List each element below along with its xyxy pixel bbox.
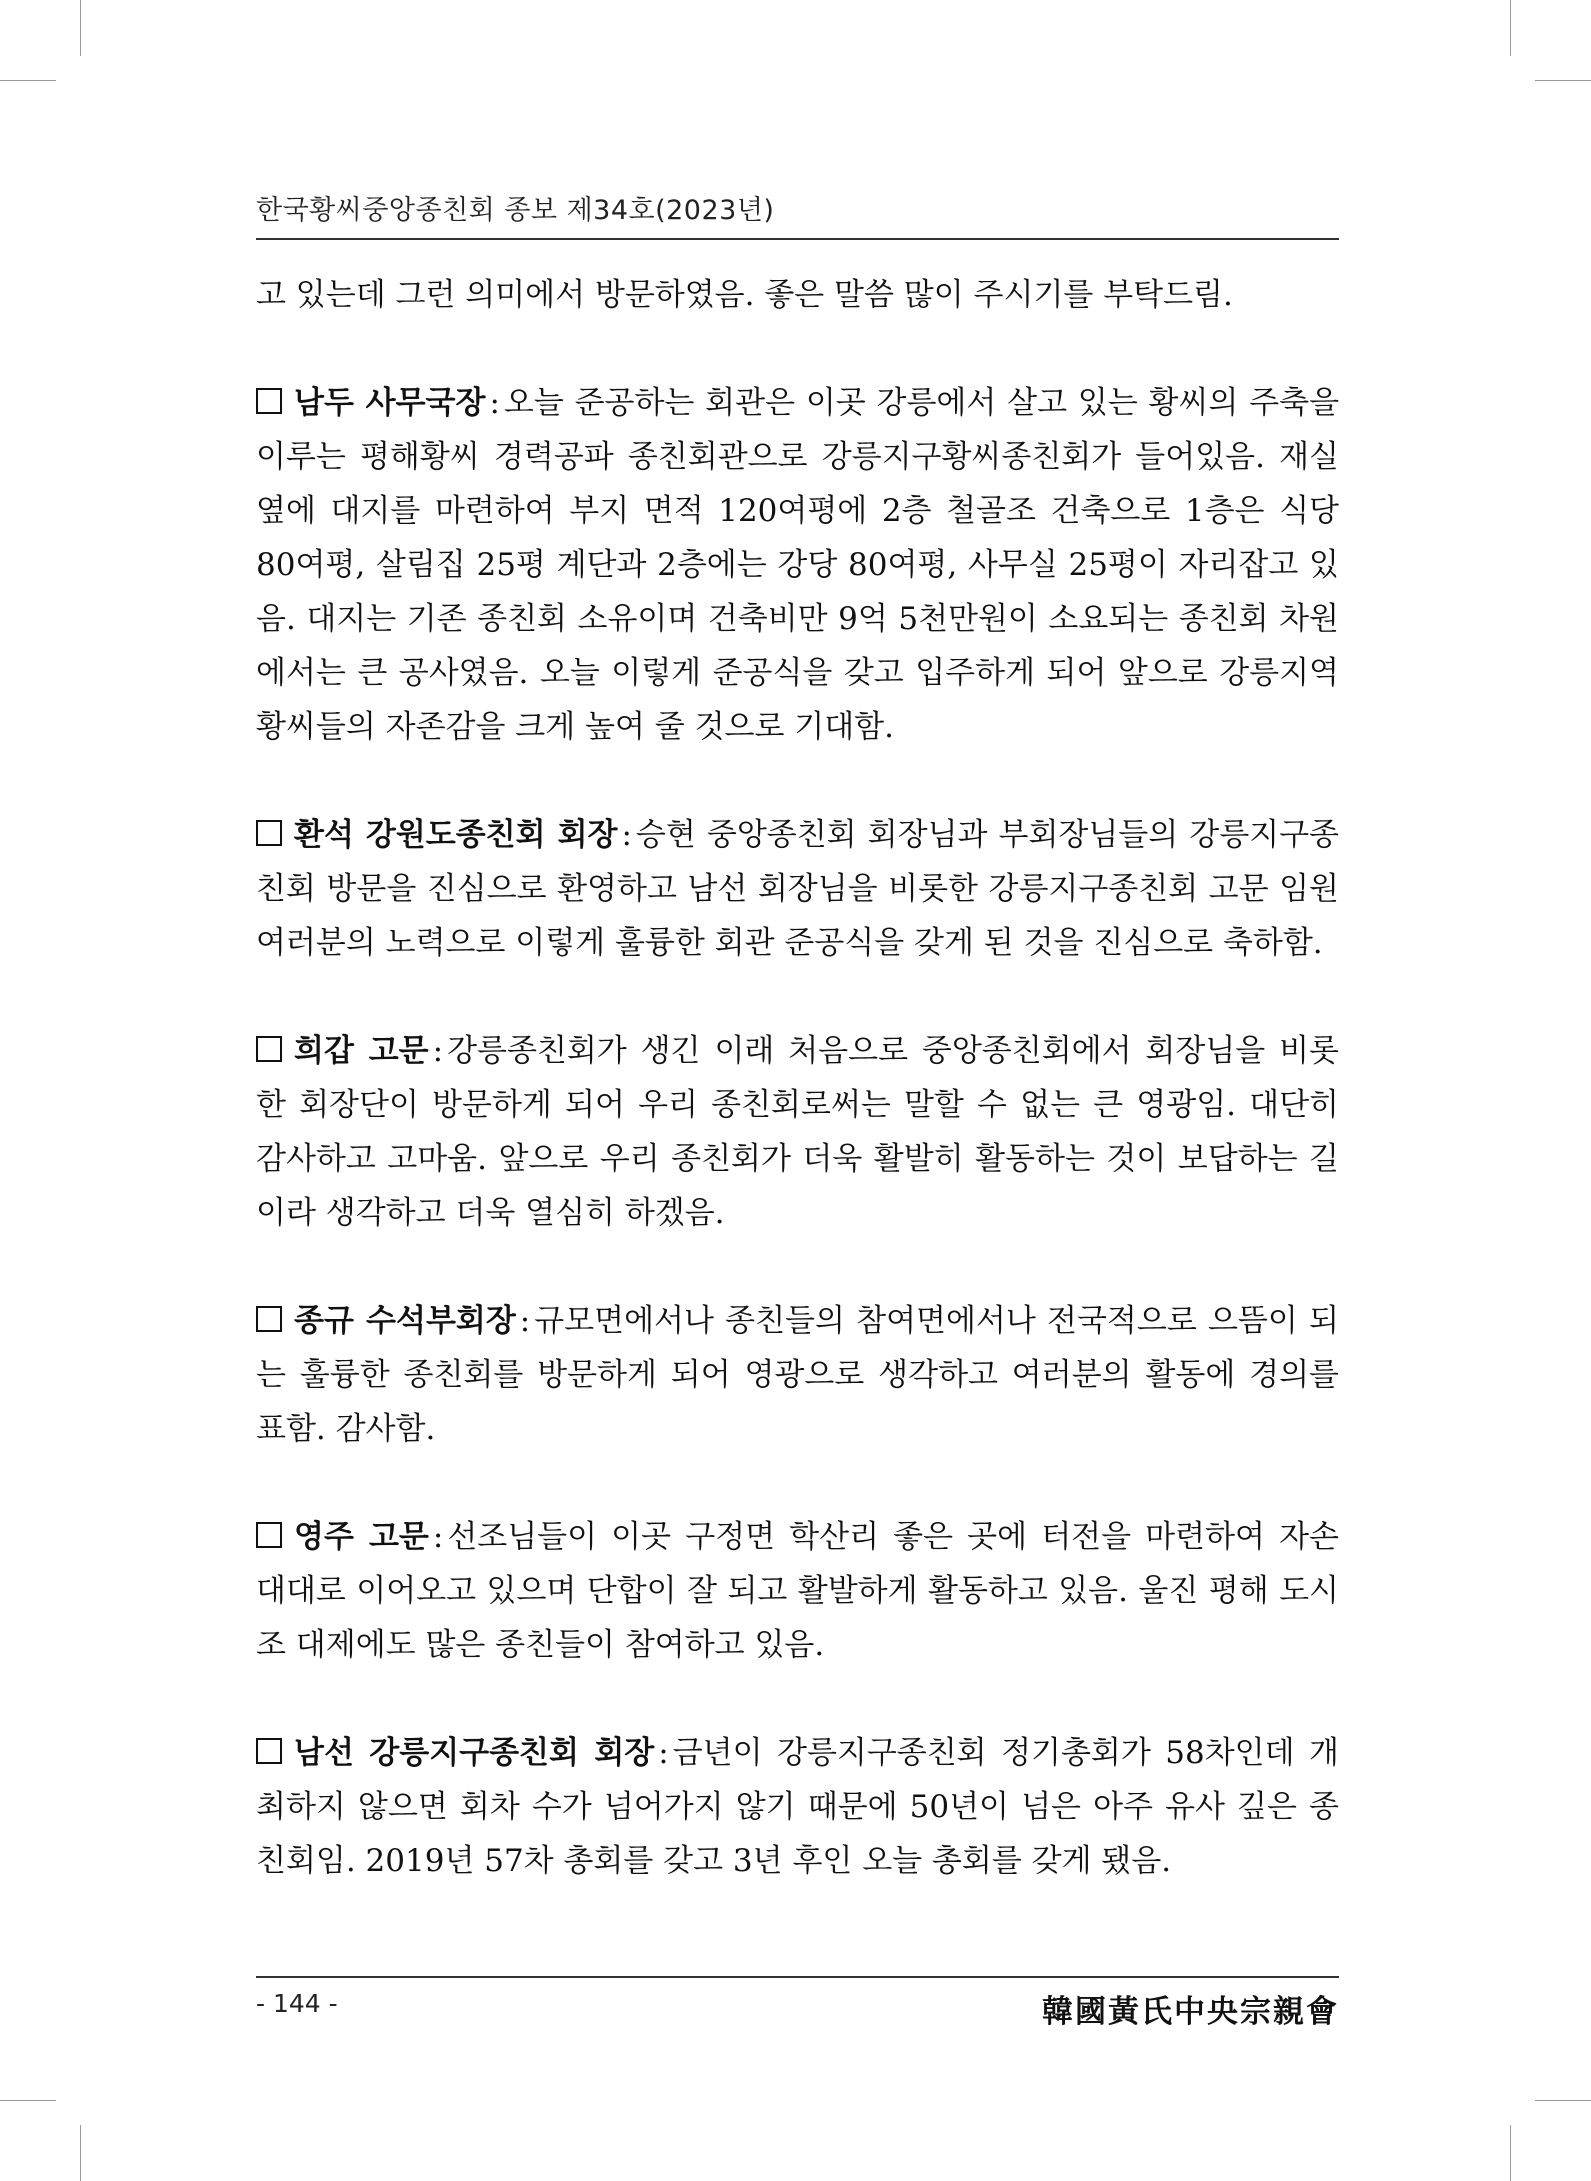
speaker-paragraph [256,1726,1339,1888]
separator: : [432,1519,444,1555]
checkbox-bullet-icon [256,1738,282,1764]
crop-mark [0,80,56,81]
article-body [256,268,1339,1888]
speaker-paragraph [256,1510,1339,1672]
speaker-name: 영주 고문 [294,1519,429,1555]
paragraph-continuation [256,268,1339,322]
speaker-paragraph [256,1024,1339,1240]
crop-mark [80,0,81,56]
checkbox-bullet-icon [256,1522,282,1548]
paragraph-text: 오늘 준공하는 회관은 이곳 강릉에서 살고 있는 황씨의 주축을 이루는 평해황씨 경력공파 종친회관으로 강릉지구황씨종친회가 들어있음. 재실 옆에 대지를 마련하여 부지 면적 120여평에 2층 철골조 건축으로 1층은 식당 80여평, 살림집 25평 계단과 2층에는 강당 80여평, 사무실 25평이 자리잡고 있음. 대지는 기존 종친회 소유이며 건축비만 9억 5천만원이 소요되는 종친회 차원에서는 큰 공사였음. 오늘 이렇게 준공식을 갖고 입주하게 되어 앞으로 강릉지역 황씨들의 자존감을 크게 높여 줄 것으로 기대함. [256,385,1340,745]
speaker-paragraph [256,808,1339,970]
paragraph-text: 규모면에서나 종친들의 참여면에서나 전국적으로 으뜸이 되는 훌륭한 종친회를 방문하게 되어 영광으로 생각하고 여러분의 활동에 경의를 표함. 감사함. [256,1303,1339,1447]
speaker-name: 환석 강원도종친회 회장 [294,817,618,853]
paragraph-text: 고 있는데 그런 의미에서 방문하였음. 좋은 말씀 많이 주시기를 부탁드림. [256,277,1233,313]
checkbox-bullet-icon [256,820,282,846]
checkbox-bullet-icon [256,1036,282,1062]
running-header: 한국황씨중앙종친회 종보 제34호(2023년) [256,195,775,226]
speaker-name: 남두 사무국장 [294,385,486,421]
crop-mark [1510,0,1511,56]
checkbox-bullet-icon [256,388,282,414]
speaker-name: 희갑 고문 [294,1033,429,1069]
paragraph-text: 선조님들이 이곳 구정면 학산리 좋은 곳에 터전을 마련하여 자손 대대로 이어오고 있으며 단합이 잘 되고 활발하게 활동하고 있음. 울진 평해 도시조 대제에도 많은 종친들이 참여하고 있음. [256,1519,1339,1663]
crop-mark [0,2100,56,2101]
paragraph-text: 금년이 강릉지구종친회 정기총회가 58차인데 개최하지 않으면 회차 수가 넘어가지 않기 때문에 50년이 넘은 아주 유사 깊은 종친회임. 2019년 57차 총회를 갖고 3년 후인 오늘 총회를 갖게 됐음. [256,1735,1339,1879]
paragraph-text: 강릉종친회가 생긴 이래 처음으로 중앙종친회에서 회장님을 비롯한 회장단이 방문하게 되어 우리 종친회로써는 말할 수 없는 큰 영광임. 대단히 감사하고 고마움. 앞으로 우리 종친회가 더욱 활발히 활동하는 것이 보답하는 길이라 생각하고 더욱 열심히 하겠음. [256,1033,1339,1231]
separator: : [658,1735,669,1771]
separator: : [432,1033,444,1069]
speaker-name: 종규 수석부회장 [294,1303,516,1339]
footer-org-name: 韓國黃氏中央宗親會 [1042,1994,1339,2030]
speaker-name: 남선 강릉지구종친회 회장 [294,1735,655,1771]
speaker-paragraph [256,1294,1339,1456]
separator: : [621,817,632,853]
separator: : [519,1303,531,1339]
crop-mark [1510,2125,1511,2181]
paragraph-text: 승현 중앙종친회 회장님과 부회장님들의 강릉지구종친회 방문을 진심으로 환영하고 남선 회장님을 비롯한 강릉지구종친회 고문 임원 여러분의 노력으로 이렇게 훌륭한 회관 준공식을 갖게 된 것을 진심으로 축하함. [256,817,1339,961]
footer-rule [256,1976,1339,1978]
crop-mark [1535,2100,1591,2101]
checkbox-bullet-icon [256,1306,282,1332]
crop-mark [1535,80,1591,81]
page-number: - 144 - [256,1989,338,2018]
speaker-paragraph [256,376,1339,754]
header-rule [256,238,1339,240]
crop-mark [80,2125,81,2181]
separator: : [489,385,500,421]
